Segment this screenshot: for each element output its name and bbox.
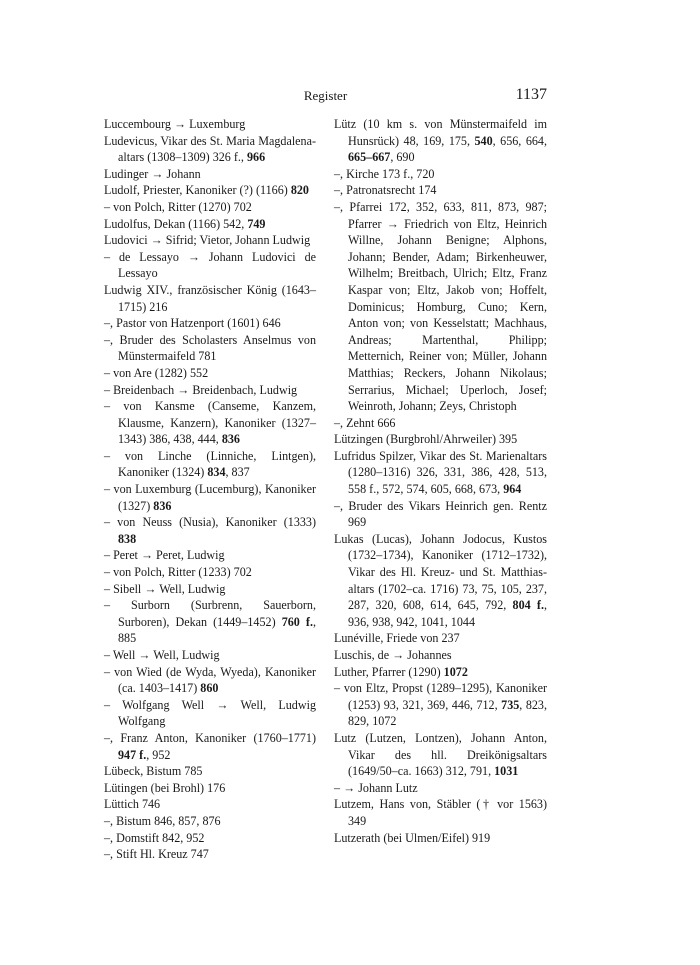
index-entry: – von Kansme (Canseme, Kanzem, Klausme, Kanzern), Kanoniker (1327–1343) 386, 438, 444, 836 bbox=[104, 399, 316, 447]
index-entry: Lutzerath (bei Ulmen/Eifel) 919 bbox=[334, 830, 491, 845]
index-entry: – Surborn (Surbrenn, Sauerborn, Surboren), Dekan (1449–1452) 760 f., 885 bbox=[104, 598, 316, 646]
index-entry: – de Lessayo → Johann Ludovici de Lessayo bbox=[104, 249, 316, 281]
index-entry: –, Franz Anton, Kanoniker (1760–1771) 947 f., 952 bbox=[104, 730, 316, 762]
index-entry: Lütz (10 km s. von Münstermaifeld im Hunsrück) 48, 169, 175, 540, 656, 664, 665–667, 690 bbox=[334, 117, 547, 165]
index-entry: – Sibell → Well, Ludwig bbox=[104, 581, 226, 596]
page-header bbox=[104, 86, 547, 106]
index-entry: –, Zehnt 666 bbox=[334, 415, 396, 430]
index-entry: Ludolfus, Dekan (1166) 542, 749 bbox=[104, 216, 266, 231]
index-entry: Ludolf, Priester, Kanoniker (?) (1166) 820 bbox=[104, 183, 309, 198]
index-entry: – von Luxemburg (Lucemburg), Kanoniker (1327) 836 bbox=[104, 482, 316, 513]
index-entry: Lübeck, Bistum 785 bbox=[104, 764, 203, 779]
index-entry: Luschis, de → Johannes bbox=[334, 648, 452, 662]
index-entry: – von Polch, Ritter (1233) 702 bbox=[104, 565, 252, 580]
index-entry: – von Eltz, Propst (1289–1295), Kanoniker (1253) 93, 321, 369, 446, 712, 735, 823, 829, 1072 bbox=[334, 681, 548, 729]
index-entry: –, Pfarrei 172, 352, 633, 811, 873, 987; Pfarrer → Friedrich von Eltz, Heinrich Willne, Johann Benigne; Alphons, Johann; Bender, Adam; Birkenheuwer, Wilhelm; Breitbach, Ulrich; Eltz, Franz Kaspar von; Eltz, Jakob von; Hoffelt, Dominicus; Homburg, Cuno; Kern, Anton von; von Kesselstatt; Machhaus, Andreas; Martenthal, Philipp; Metternich, Reiner von; Müller, Johann Matthias; Reckers, Johann Nikolaus; Serrarius, Michael; Uperloch, Josef; Weinroth, Johann; Zeys, Christoph bbox=[334, 199, 547, 414]
index-entry: Luccembourg → Luxemburg bbox=[104, 117, 246, 131]
index-entry: – von Polch, Ritter (1270) 702 bbox=[104, 199, 252, 214]
index-entry: – Wolfgang Well → Well, Ludwig Wolfgang bbox=[104, 697, 316, 729]
index-entry: – von Wied (de Wyda, Wyeda), Kanoniker (ca. 1403–1417) 860 bbox=[104, 664, 316, 696]
index-entry: –, Pastor von Hatzenport (1601) 646 bbox=[104, 316, 281, 331]
index-entry: – von Neuss (Nusia), Kanoniker (1333) 838 bbox=[104, 515, 316, 546]
index-entry: –, Bruder des Vikars Heinrich gen. Rentz 969 bbox=[334, 498, 547, 530]
index-entry: Lützingen (Burgbrohl/Ahrweiler) 395 bbox=[334, 432, 518, 447]
index-column-left bbox=[104, 116, 316, 863]
index-entry: – Breidenbach → Breidenbach, Ludwig bbox=[104, 382, 298, 397]
index-entry: – Peret → Peret, Ludwig bbox=[104, 548, 225, 563]
index-entry: –, Stift Hl. Kreuz 747 bbox=[104, 847, 209, 862]
index-entry: Lüttich 746 bbox=[104, 797, 161, 812]
index-entry: Lutz (Lutzen, Lontzen), Johann Anton, Vikar des hll. Dreikönigsaltars (1649/50–ca. 1663) 312, 791, 1031 bbox=[334, 730, 547, 779]
index-entry: – Well → Well, Ludwig bbox=[104, 648, 220, 662]
index-entry: Lütingen (bei Brohl) 176 bbox=[104, 780, 226, 795]
index-entry: Ludwig XIV., französischer König (1643–1715) 216 bbox=[104, 282, 316, 314]
index-entry: Lufridus Spilzer, Vikar des St. Marienaltars (1280–1316) 326, 331, 386, 428, 513, 558 f., 572, 574, 605, 668, 673, 964 bbox=[334, 448, 547, 497]
index-entry: –, Domstift 842, 952 bbox=[104, 830, 205, 845]
index-entry: – von Are (1282) 552 bbox=[104, 365, 209, 380]
index-entry: – → Johann Lutz bbox=[334, 780, 418, 795]
index-entry: Ludovici → Sifrid; Vietor, Johann Ludwig bbox=[104, 233, 311, 248]
index-entry: –, Bruder des Scholasters Anselmus von Münstermaifeld 781 bbox=[104, 332, 316, 364]
index-entry: Ludevicus, Vikar des St. Maria Magdalenaaltars (1308–1309) 326 f., 966 bbox=[104, 133, 316, 165]
index-entry: Luther, Pfarrer (1290) 1072 bbox=[334, 664, 468, 679]
index-entry: Lunéville, Friede von 237 bbox=[334, 631, 460, 646]
index-entry: Ludinger → Johann bbox=[104, 166, 201, 181]
index-entry: Lukas (Lucas), Johann Jodocus, Kustos (1732–1734), Kanoniker (1712–1732), Vikar des Hl. Kreuz- und St. Matthiasaltars (1702–ca. 1716) 73, 75, 105, 237, 287, 320, 608, 614, 645, 792, 804 f., 936, 938, 942, 1041, 1044 bbox=[334, 531, 548, 629]
index-entry: –, Patronatsrecht 174 bbox=[334, 183, 437, 198]
page-number: 1137 bbox=[515, 86, 547, 103]
running-head: Register bbox=[303, 88, 348, 103]
index-entry: – von Linche (Linniche, Lintgen), Kanoniker (1324) 834, 837 bbox=[104, 448, 316, 480]
index-column-right bbox=[334, 116, 547, 846]
index-entry: –, Bistum 846, 857, 876 bbox=[104, 813, 221, 828]
index-entry: Lutzem, Hans von, Stäbler († vor 1563) 349 bbox=[334, 797, 547, 828]
index-entry: –, Kirche 173 f., 720 bbox=[334, 166, 435, 181]
